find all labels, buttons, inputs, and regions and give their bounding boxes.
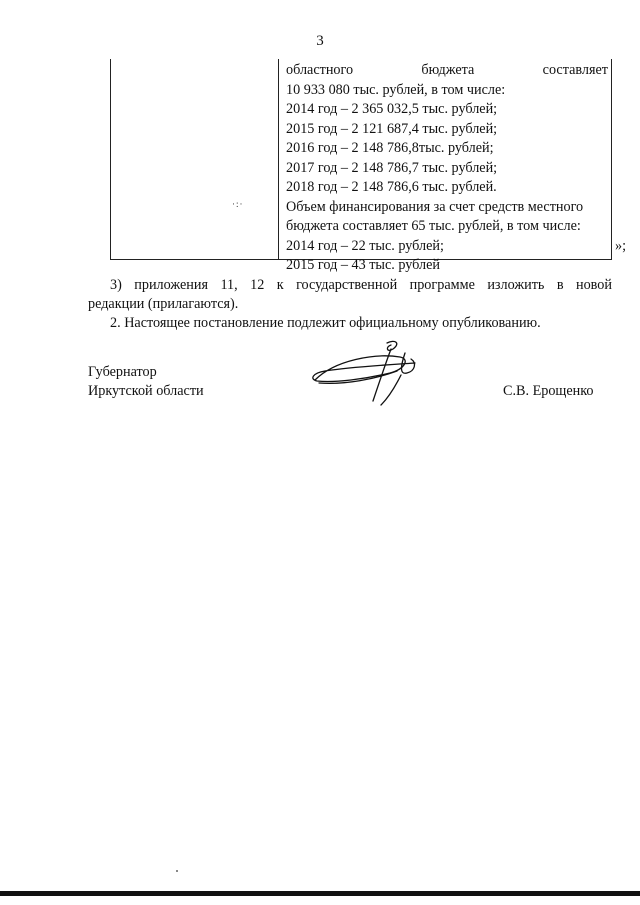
table-line: Объем финансирования за счет средств местного bbox=[286, 198, 584, 215]
table-right-cell bbox=[286, 61, 608, 276]
table-line: 2014 год – 2 365 032,5 тыс. рублей; bbox=[286, 101, 498, 117]
paragraph-word: в bbox=[556, 277, 564, 293]
page-number: 3 bbox=[316, 33, 324, 49]
paragraph-word: 11, bbox=[220, 277, 238, 293]
paragraph-word: 3) bbox=[110, 277, 122, 293]
paragraph-item-3-line-1 bbox=[110, 276, 612, 296]
signatory-title-line-1: Губернатор bbox=[88, 364, 157, 380]
table-line: 2015 год – 2 121 687,4 тыс. рублей; bbox=[286, 120, 498, 137]
table-line: 2016 год – 2 148 786,8тыс. рублей; bbox=[286, 140, 494, 156]
table-line: 2017 год – 2 148 786,7 тыс. рублей; bbox=[286, 159, 498, 176]
table-left-cell-mark: ·:· bbox=[232, 199, 244, 209]
paragraph-item-2: 2. Настоящее постановление подлежит официальному опубликованию. bbox=[110, 315, 541, 331]
paragraph-word: программе bbox=[409, 277, 475, 293]
table-line: 2015 год – 43 тыс. рублей bbox=[286, 257, 440, 273]
table-word: областного bbox=[286, 62, 354, 78]
financing-table bbox=[110, 59, 612, 273]
bottom-border-rule bbox=[0, 891, 640, 896]
table-line: бюджета составляет 65 тыс. рублей, в том числе: bbox=[286, 218, 581, 234]
table-line: 10 933 080 тыс. рублей, в том числе: bbox=[286, 81, 506, 98]
paragraph-word: к bbox=[276, 277, 284, 293]
paragraph-word: приложения bbox=[134, 277, 208, 293]
scan-artifact-dot bbox=[176, 870, 178, 872]
paragraph-word: новой bbox=[575, 277, 612, 293]
table-word: составляет bbox=[542, 62, 608, 78]
signatory-title-line-2: Иркутской области bbox=[88, 383, 204, 399]
table-line: 2018 год – 2 148 786,6 тыс. рублей. bbox=[286, 179, 497, 195]
paragraph-word: государственной bbox=[296, 277, 398, 293]
table-line: 2014 год – 22 тыс. рублей; bbox=[286, 237, 444, 254]
table-column-divider bbox=[278, 59, 279, 259]
paragraph-item-3-line-2: редакции (прилагаются). bbox=[88, 296, 239, 312]
signatory-name: С.В. Ерощенко bbox=[503, 383, 594, 399]
table-line-first bbox=[286, 61, 608, 81]
paragraph-word: изложить bbox=[487, 277, 545, 293]
table-word: бюджета bbox=[421, 62, 475, 78]
handwritten-signature bbox=[305, 335, 425, 410]
closing-quote: »; bbox=[615, 238, 627, 254]
paragraph-word: 12 bbox=[250, 277, 265, 293]
